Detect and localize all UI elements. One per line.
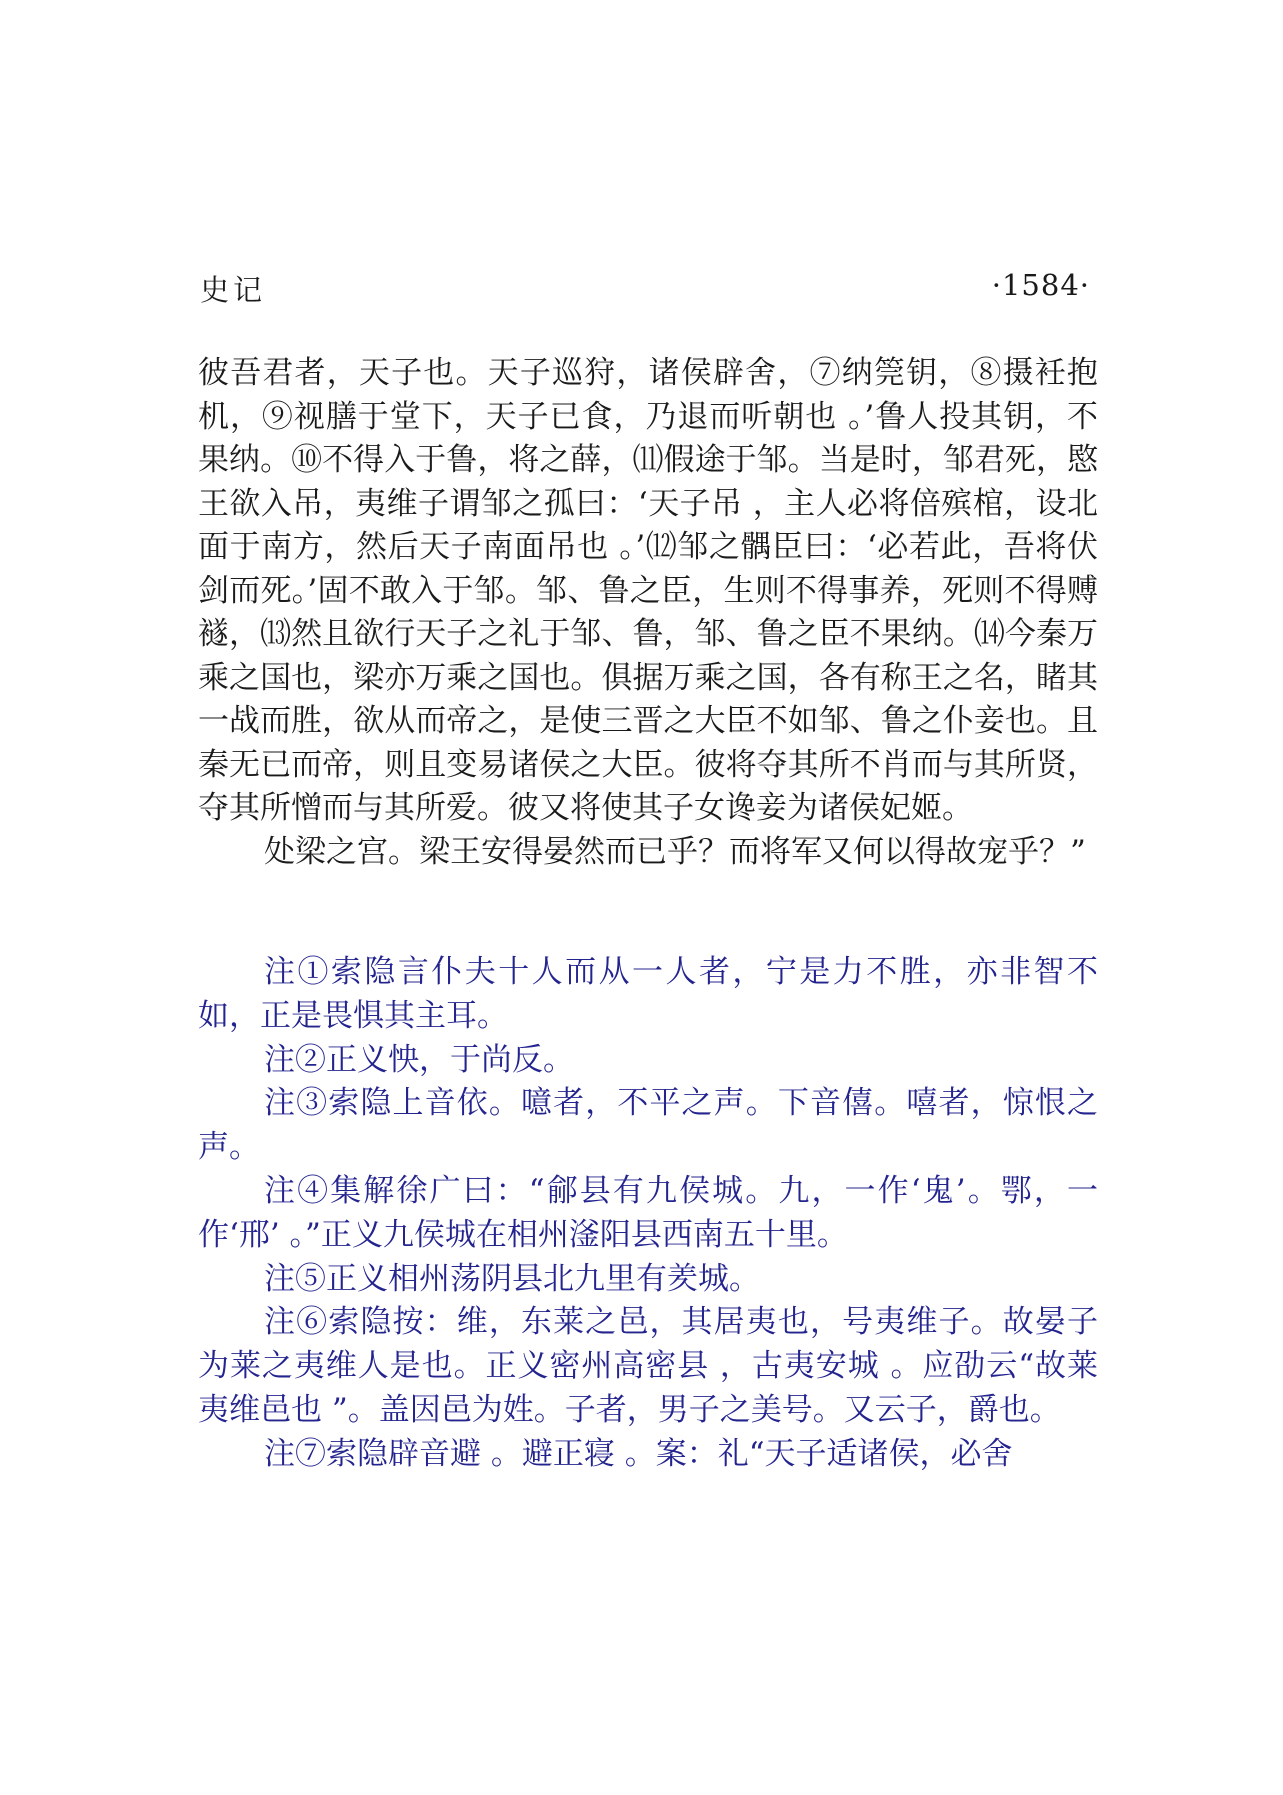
page-header	[200, 268, 1090, 308]
main-paragraph: 处梁之宫。梁王安得晏然而已乎？而将军又何以得故宠乎？”	[264, 833, 1086, 870]
note-1: 注①索隐言仆夫十人而从一人者，宁是力不胜，亦非智不如，正是畏惧其主耳。	[198, 954, 1098, 1034]
note-2: 注②正义怏，于尚反。	[264, 1041, 574, 1078]
note-6: 注⑥索隐按：维，东莱之邑，其居夷也，号夷维子。故晏子为莱之夷维人是也。正义密州高密县 ，古夷安城 。应劭云“故莱夷维邑也 ”。盖因邑为姓。子者，男子之美号。又云子，爵也。	[198, 1304, 1098, 1428]
annotation-notes	[198, 951, 1098, 1477]
note-7: 注⑦索隐辟音避 。避正寝 。案：礼“天子适诸侯，必舍	[264, 1435, 1013, 1472]
book-title: 史记	[200, 273, 267, 307]
note-3: 注③索隐上音依。噫者，不平之声。下音僖。嘻者，惊恨之声。	[198, 1085, 1098, 1166]
note-5: 注⑤正义相州荡阴县北九里有羑城。	[264, 1260, 760, 1297]
main-paragraph: 彼吾君者，天子也。天子巡狩，诸侯辟舍，⑦纳筦钥，⑧摄衽抱机，⑨视膳于堂下，天子已食，乃退而听朝也 。’鲁人投其钥，不果纳。⑩不得入于鲁，将之薛，⑾假途于邹。当是时，邹君死，愍王欲入吊，夷维子谓邹之孤曰：‘天子吊 ，主人必将倍殡棺，设北面于南方，然后天子南面吊也 。’⑿邹之髃臣曰：‘必若此，吾将伏剑而死。’固不敢入于邹。邹、鲁之臣，生则不得事养，死则不得赙襚，⒀然且欲行天子之礼于邹、鲁，邹、鲁之臣不果纳。⒁今秦万乘之国也，梁亦万乘之国也。俱据万乘之国，各有称王之名，睹其一战而胜，欲从而帝之，是使三晋之大臣不如邹、鲁之仆妾也。且秦无已而帝，则且变易诸侯之大臣。彼将夺其所不肖而与其所贤，夺其所憎而与其所爱。彼又将使其子女谗妾为诸侯妃姬。	[198, 355, 1098, 826]
note-4: 注④集解徐广曰：“鄃县有九侯城。九，一作‘鬼’。鄂，一作‘邢’ 。”正义九侯城在相州滏阳县西南五十里。	[198, 1172, 1098, 1253]
main-text	[198, 352, 1098, 874]
page-number: ·1584·	[991, 268, 1090, 302]
